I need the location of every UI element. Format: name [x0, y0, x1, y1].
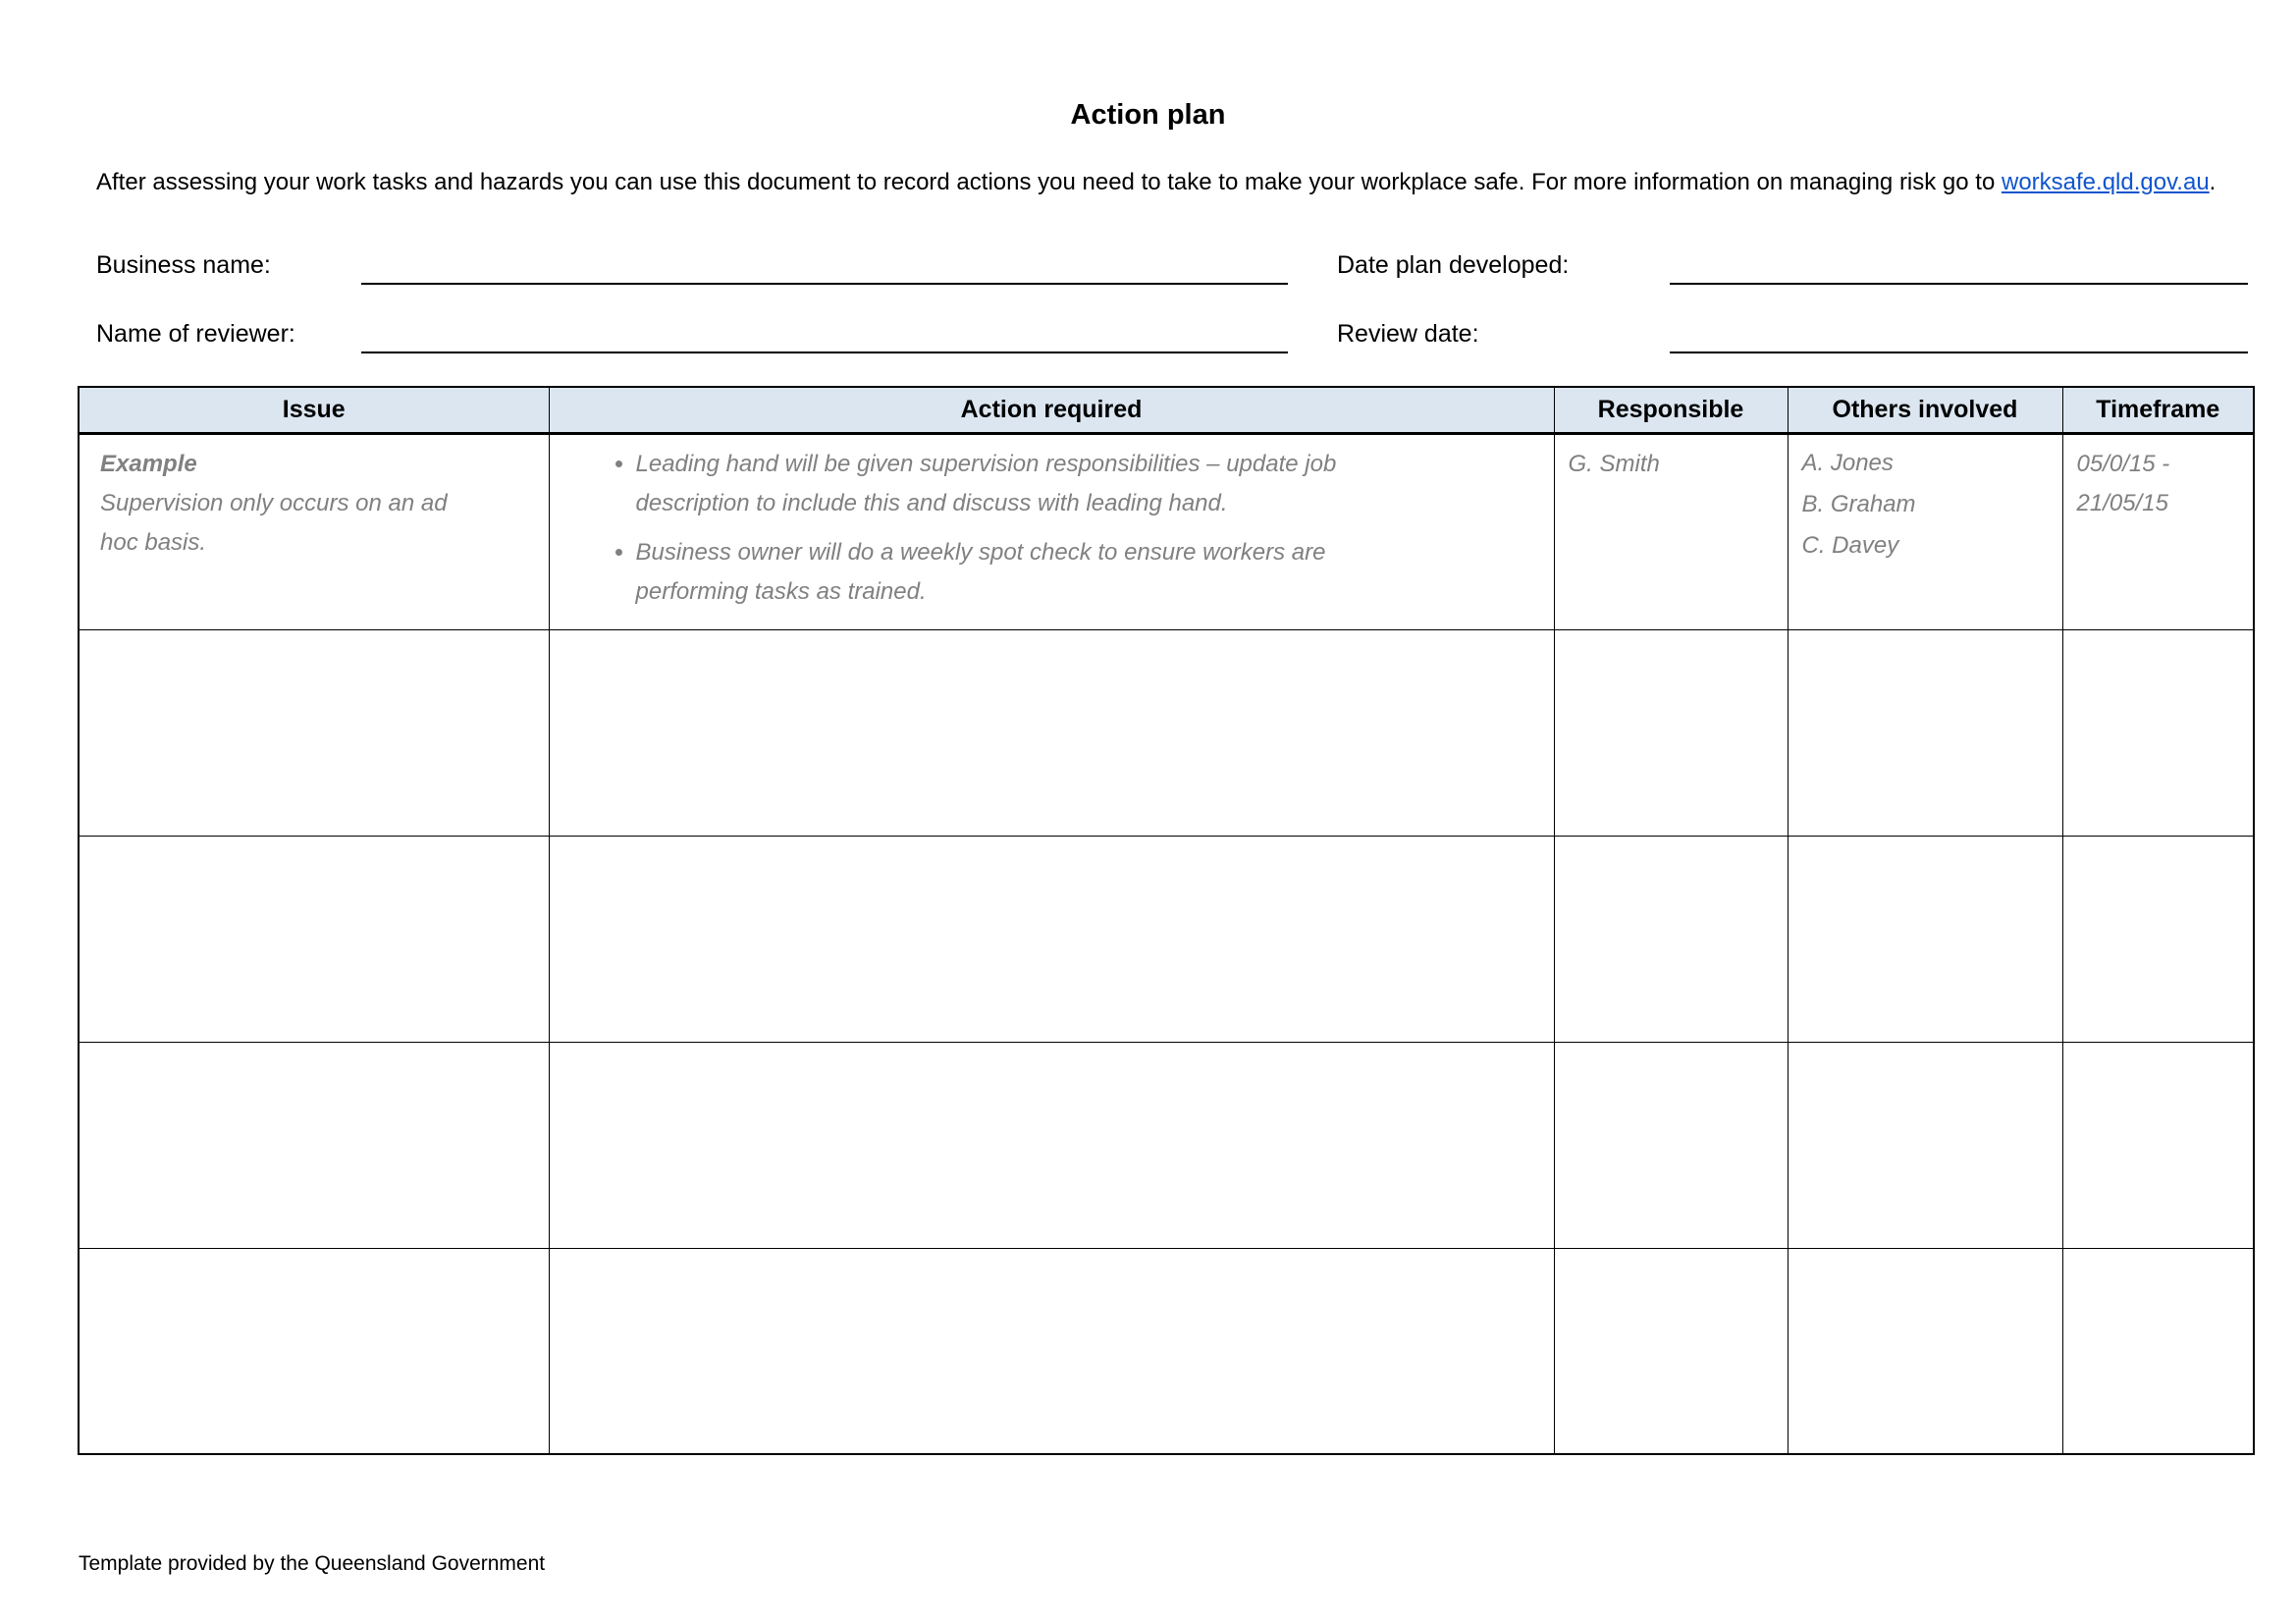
name-of-reviewer-input-line[interactable]	[361, 352, 1288, 353]
table-header-row	[79, 387, 2254, 433]
empty-timeframe-cell[interactable]	[2062, 836, 2254, 1042]
other-person: B. Graham	[1801, 490, 1916, 517]
empty-issue-cell[interactable]	[79, 1042, 549, 1248]
intro-paragraph	[96, 167, 2260, 198]
intro-text-before: After assessing your work tasks and hazards you can use this document to record actions you need to take to make your workplace safe. For more information on managing risk go to	[96, 169, 2002, 195]
action-item: • Leading hand will be given supervision responsibilities – update job description to include this and discuss with leading hand.	[636, 445, 1436, 523]
example-actions-cell	[549, 433, 1554, 629]
table-row	[79, 1042, 2254, 1248]
example-responsible-cell: G. Smith	[1554, 433, 1788, 629]
empty-issue-cell[interactable]	[79, 629, 549, 836]
empty-responsible-cell[interactable]	[1554, 836, 1788, 1042]
business-name-label: Business name:	[96, 251, 271, 279]
example-label: Example	[100, 450, 197, 477]
col-header-timeframe: Timeframe	[2062, 387, 2254, 433]
empty-timeframe-cell[interactable]	[2062, 1042, 2254, 1248]
other-person: C. Davey	[1801, 531, 1899, 559]
date-plan-developed-label: Date plan developed:	[1337, 251, 1570, 279]
example-timeframe-cell: 05/0/15 - 21/05/15	[2062, 433, 2254, 629]
review-date-label: Review date:	[1337, 320, 1479, 348]
empty-responsible-cell[interactable]	[1554, 1042, 1788, 1248]
table-row	[79, 629, 2254, 836]
actions-list	[550, 445, 1534, 612]
empty-action-cell[interactable]	[549, 836, 1554, 1042]
table-row	[79, 1248, 2254, 1454]
empty-action-cell[interactable]	[549, 629, 1554, 836]
example-issue-cell	[79, 433, 549, 629]
empty-action-cell[interactable]	[549, 1042, 1554, 1248]
empty-action-cell[interactable]	[549, 1248, 1554, 1454]
empty-responsible-cell[interactable]	[1554, 1248, 1788, 1454]
empty-others-cell[interactable]	[1788, 1042, 2062, 1248]
page-title: Action plan	[1070, 99, 1226, 131]
empty-others-cell[interactable]	[1788, 836, 2062, 1042]
empty-others-cell[interactable]	[1788, 1248, 2062, 1454]
intro-text-after: .	[2209, 169, 2216, 195]
col-header-issue: Issue	[79, 387, 549, 433]
empty-timeframe-cell[interactable]	[2062, 1248, 2254, 1454]
review-date-input-line[interactable]	[1670, 352, 2248, 353]
footer-attribution: Template provided by the Queensland Government	[79, 1552, 546, 1575]
col-header-responsible: Responsible	[1554, 387, 1788, 433]
example-others-cell	[1788, 433, 2062, 629]
example-issue-text: Supervision only occurs on an ad hoc basis.	[100, 489, 448, 556]
empty-others-cell[interactable]	[1788, 629, 2062, 836]
action-plan-table	[78, 386, 2255, 1455]
other-person: A. Jones	[1801, 449, 1894, 476]
empty-issue-cell[interactable]	[79, 836, 549, 1042]
action-item: • Business owner will do a weekly spot check to ensure workers are performing tasks as trained.	[636, 533, 1436, 612]
date-plan-developed-input-line[interactable]	[1670, 283, 2248, 285]
col-header-others-involved: Others involved	[1788, 387, 2062, 433]
name-of-reviewer-label: Name of reviewer:	[96, 320, 295, 348]
empty-responsible-cell[interactable]	[1554, 629, 1788, 836]
empty-timeframe-cell[interactable]	[2062, 629, 2254, 836]
col-header-action-required: Action required	[549, 387, 1554, 433]
table-row	[79, 836, 2254, 1042]
worksafe-link[interactable]: worksafe.qld.gov.au	[2001, 169, 2210, 195]
business-name-input-line[interactable]	[361, 283, 1288, 285]
example-row	[79, 433, 2254, 629]
empty-issue-cell[interactable]	[79, 1248, 549, 1454]
